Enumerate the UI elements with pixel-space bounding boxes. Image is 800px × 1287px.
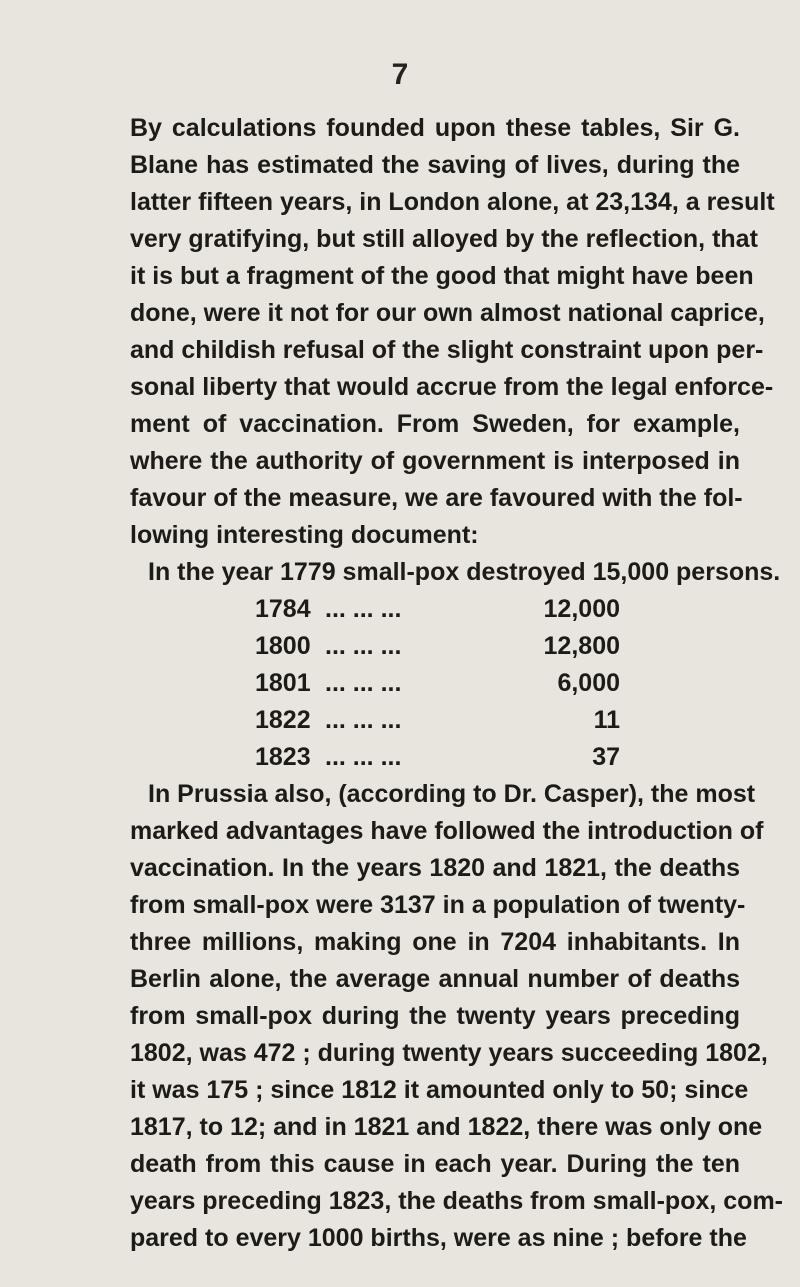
table-year: 1800 xyxy=(255,632,311,660)
paragraph-prussia xyxy=(130,776,784,1257)
table-row xyxy=(255,591,620,628)
smallpox-deaths-table xyxy=(255,591,620,776)
text-line: sonal liberty that would accrue from the legal enforce- xyxy=(130,373,774,401)
text-line: favour of the measure, we are favoured with the fol- xyxy=(130,484,743,512)
table-year: 1823 xyxy=(255,743,311,771)
table-row xyxy=(255,739,620,776)
body-text xyxy=(130,110,784,1257)
page-number: 7 xyxy=(391,58,409,91)
table-intro: In the year 1779 small-pox destroyed 15,000 persons. xyxy=(148,558,781,586)
text-line: latter fifteen years, in London alone, at 23,134, a result xyxy=(130,188,775,216)
table-row xyxy=(255,665,620,702)
text-line: years preceding 1823, the deaths from small-pox, com- xyxy=(130,1187,784,1215)
text-line: marked advantages have followed the introduction of xyxy=(130,817,764,845)
table-value: 12,000 xyxy=(543,595,620,623)
text-line: where the authority of government is interposed in xyxy=(130,447,740,475)
text-line: it is but a fragment of the good that might have been xyxy=(130,262,754,290)
table-year: 1822 xyxy=(255,706,311,734)
text-line: death from this cause in each year. During the ten xyxy=(130,1150,740,1178)
paragraph-sir-blane xyxy=(130,110,775,554)
text-line: from small-pox were 3137 in a population of twenty- xyxy=(130,891,746,919)
table-dots: ... ... ... xyxy=(325,632,402,660)
table-year: 1784 xyxy=(255,595,311,623)
text-line: ment of vaccination. From Sweden, for example, xyxy=(130,410,740,438)
table-dots: ... ... ... xyxy=(325,743,402,771)
text-line: By calculations founded upon these tables, Sir G. xyxy=(130,114,740,142)
table-value: 6,000 xyxy=(557,669,620,697)
text-line: done, were it not for our own almost national caprice, xyxy=(130,299,765,327)
text-line: vaccination. In the years 1820 and 1821, the deaths xyxy=(130,854,740,882)
table-value: 12,800 xyxy=(543,632,620,660)
table-dots: ... ... ... xyxy=(325,595,402,623)
text-line: and childish refusal of the slight constraint upon per- xyxy=(130,336,764,364)
table-year: 1801 xyxy=(255,669,311,697)
text-line: In Prussia also, (according to Dr. Casper), the most xyxy=(148,780,756,808)
text-line: Berlin alone, the average annual number of deaths xyxy=(130,965,740,993)
table-value: 37 xyxy=(592,743,620,771)
text-line: three millions, making one in 7204 inhabitants. In xyxy=(130,928,740,956)
text-line: from small-pox during the twenty years preceding xyxy=(130,1002,740,1030)
table-dots: ... ... ... xyxy=(325,669,402,697)
table-row xyxy=(255,628,620,665)
text-line: lowing interesting document: xyxy=(130,521,479,549)
text-line: 1817, to 12; and in 1821 and 1822, there was only one xyxy=(130,1113,763,1141)
table-row xyxy=(255,702,620,739)
table-dots: ... ... ... xyxy=(325,706,402,734)
table-value: 11 xyxy=(593,706,620,734)
text-line: pared to every 1000 births, were as nine ; before the xyxy=(130,1224,747,1252)
text-line: very gratifying, but still alloyed by the reflection, that xyxy=(130,225,758,253)
text-line: it was 175 ; since 1812 it amounted only to 50; since xyxy=(130,1076,749,1104)
text-line: Blane has estimated the saving of lives, during the xyxy=(130,151,740,179)
text-line: 1802, was 472 ; during twenty years succeeding 1802, xyxy=(130,1039,768,1067)
